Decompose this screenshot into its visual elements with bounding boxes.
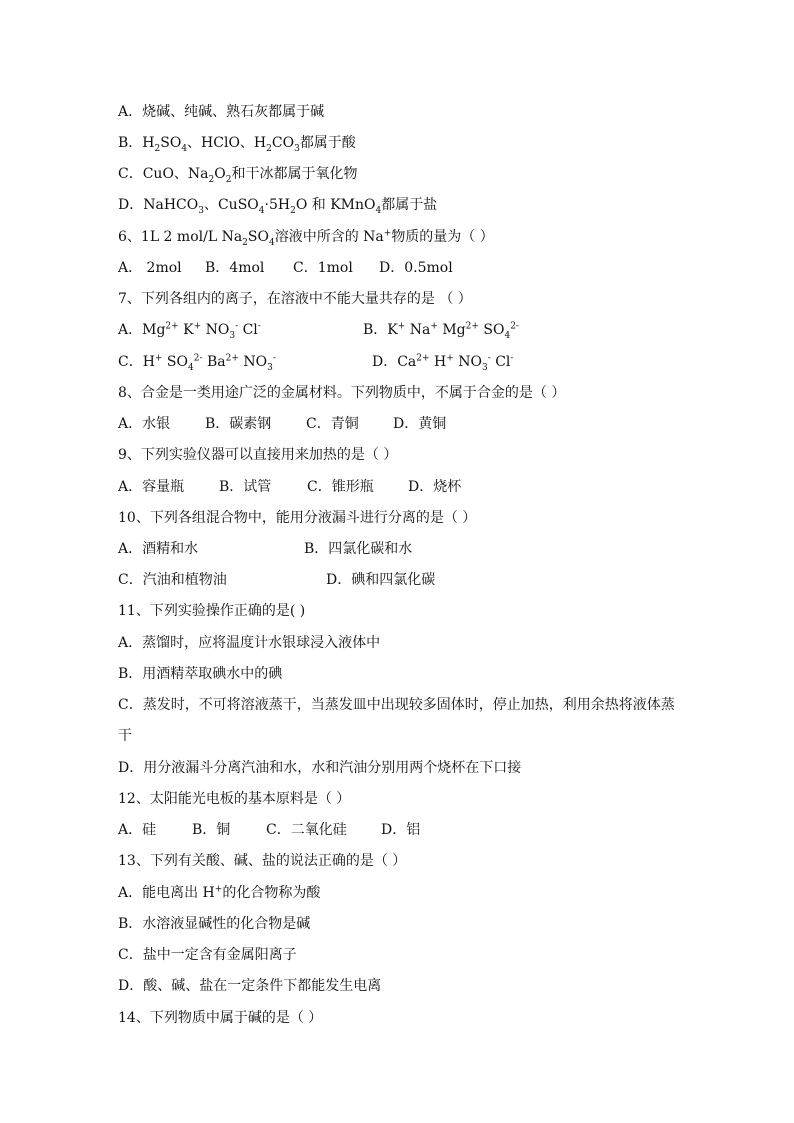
- q9-option-a: A．容量瓶: [118, 479, 185, 495]
- q10-options-ab: [118, 539, 412, 559]
- q7-option-b: B．K+ Na+ $Mg^{2+}$ $SO_4^{2-}$: [363, 321, 519, 341]
- q6-option-d: D．0.5mol: [379, 260, 453, 276]
- q8-option-d: D．黄铜: [393, 416, 447, 432]
- q8-option-c: C．青铜: [306, 416, 359, 432]
- q10-option-d: D．碘和四氯化碳: [326, 572, 436, 588]
- q6-stem: 6、1L 2 mol/L $Na_2SO_4$溶液中所含的 Na+物质的量为（ ）: [118, 228, 494, 248]
- q12-option-b: B．铜: [192, 822, 231, 838]
- q11-option-d: D．用分液漏斗分离汽油和水，水和汽油分别用两个烧杯在下口接: [118, 760, 522, 776]
- q11-stem: 11、下列实验操作正确的是( ): [118, 603, 306, 619]
- q11-option-c-line2: 干: [118, 728, 132, 744]
- q7-options-cd: [118, 352, 513, 372]
- q11-option-c-line1: C．蒸发时，不可将溶液蒸干，当蒸发皿中出现较多固体时，停止加热，利用余热将液体蒸: [118, 697, 675, 713]
- q9-option-b: B．试管: [219, 479, 272, 495]
- q5-option-b: B．$H_2SO_4$、HClO、$H_2CO_3$都属于酸: [118, 135, 356, 154]
- q5-option-d: D．NaHCO$_3$、$CuSO_4\cdot 5H_2O$ 和 KMnO$_4$都属于盐: [118, 197, 438, 216]
- q7-option-a: A．$Mg^{2+}$ K+ $NO_3^-$ Cl-: [118, 321, 261, 341]
- q6-option-c: C．1mol: [293, 260, 353, 276]
- q12-option-c: C．二氧化硅: [266, 822, 347, 838]
- q12-stem: 12、太阳能光电板的基本原料是（ ）: [118, 791, 351, 807]
- q13-stem: 13、下列有关酸、碱、盐的说法正确的是（ ）: [118, 853, 407, 869]
- q8-option-a: A．水银: [118, 416, 171, 432]
- q14-stem: 14、下列物质中属于碱的是（ ）: [118, 1010, 323, 1026]
- q5-option-a: A．烧碱、纯碱、熟石灰都属于碱: [118, 104, 325, 120]
- q13-option-a: A．能电离出 H+的化合物称为酸: [118, 884, 321, 901]
- q9-option-d: D．烧杯: [408, 479, 462, 495]
- q7-option-c: C．H+ $SO_4^{2-}$ $Ba^{2+}$ $NO_3^-$: [118, 353, 276, 373]
- q6-option-a: A． 2mol: [118, 260, 182, 276]
- q10-option-a: A．酒精和水: [118, 541, 199, 557]
- q10-option-b: B．四氯化碳和水: [304, 541, 413, 557]
- q13-option-c: C．盐中一定含有金属阳离子: [118, 947, 297, 963]
- q5-option-c: C．CuO、$Na_2O_2$和干冰都属于氧化物: [118, 166, 358, 185]
- q9-stem: 9、下列实验仪器可以直接用来加热的是（ ）: [118, 447, 398, 463]
- q13-option-d: D．酸、碱、盐在一定条件下都能发生电离: [118, 978, 382, 994]
- q8-options: [118, 414, 446, 434]
- q7-option-d: D．$Ca^{2+}$ H+ $NO_3^-$ Cl-: [372, 353, 514, 373]
- q9-option-c: C．锥形瓶: [307, 479, 374, 495]
- q10-options-cd: [118, 570, 435, 590]
- q6-option-b: B．4mol: [205, 260, 265, 276]
- q11-option-a: A．蒸馏时，应将温度计水银球浸入液体中: [118, 635, 381, 651]
- q7-stem: 7、下列各组内的离子，在溶液中不能大量共存的是 （ ）: [118, 291, 472, 307]
- q8-option-b: B．碳素钢: [205, 416, 272, 432]
- q6-options: [118, 258, 453, 278]
- q12-options: [118, 820, 420, 840]
- q11-option-b: B．用酒精萃取碘水中的碘: [118, 666, 283, 682]
- q8-stem: 8、合金是一类用途广泛的金属材料。下列物质中，不属于合金的是（ ）: [118, 385, 566, 401]
- q13-option-b: B．水溶液显碱性的化合物是碱: [118, 916, 311, 932]
- q10-stem: 10、下列各组混合物中，能用分液漏斗进行分离的是（ ）: [118, 510, 477, 526]
- q7-options-ab: [118, 320, 519, 340]
- q10-option-c: C．汽油和植物油: [118, 572, 227, 588]
- q12-option-d: D．铝: [381, 822, 421, 838]
- q9-options: [118, 477, 461, 497]
- q12-option-a: A．硅: [118, 822, 157, 838]
